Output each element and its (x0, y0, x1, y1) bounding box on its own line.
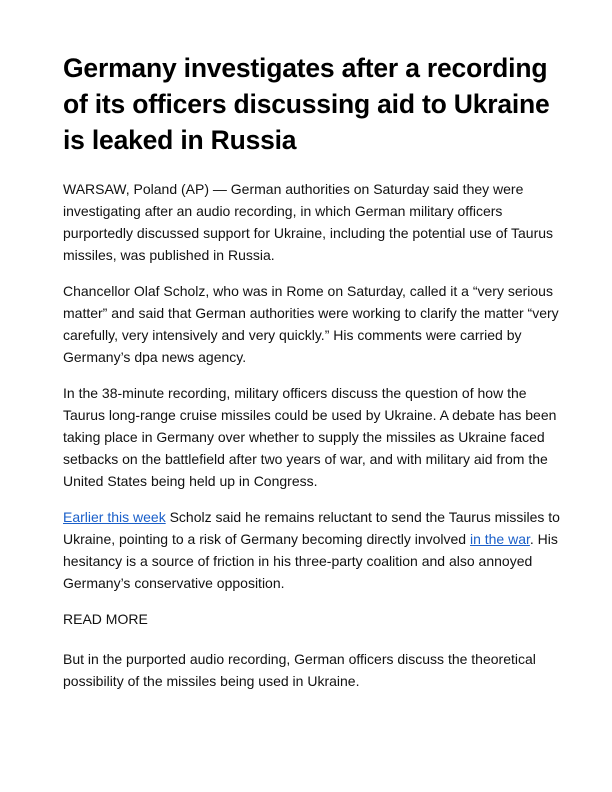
read-more-label: READ MORE (63, 611, 148, 627)
article-body (63, 178, 563, 692)
paragraph-4-text-1: Scholz said he remains reluctant to send the Taurus missiles to Ukraine, pointing to a risk of Germany becoming directly involved (63, 509, 560, 547)
paragraph-2: Chancellor Olaf Scholz, who was in Rome on Saturday, called it a “very serious matter” and said that German authorities were working to clarify the matter “very carefully, very intensively and very quickly.” His comments were carried by Germany’s dpa news agency. (63, 283, 559, 365)
earlier-this-week-link[interactable]: Earlier this week (63, 509, 166, 525)
paragraph-final: But in the purported audio recording, German officers discuss the theoretical possibility of the missiles being used in Ukraine. (63, 651, 536, 689)
article-headline: Germany investigates after a recording of its officers discussing aid to Ukraine is leaked in Russia (63, 53, 550, 155)
article (63, 50, 563, 706)
paragraph-1: WARSAW, Poland (AP) — German authorities on Saturday said they were investigating after an audio recording, in which German military officers purportedly discussed support for Ukraine, including the potential use of Taurus missiles, was published in Russia. (63, 181, 554, 263)
paragraph-3: In the 38-minute recording, military officers discuss the question of how the Taurus long-range cruise missiles could be used by Ukraine. A debate has been taking place in Germany over whether to supply the missiles as Ukraine faced setbacks on the battlefield after two years of war, and with military aid from the United States being held up in Congress. (63, 385, 557, 489)
paragraph-4 (63, 506, 563, 594)
in-the-war-link[interactable]: in the war (469, 531, 530, 547)
paragraph-4-text-2: . His hesitancy is a source of friction in his three-party coalition and also annoyed Germany’s conservative opposition. (63, 531, 558, 591)
